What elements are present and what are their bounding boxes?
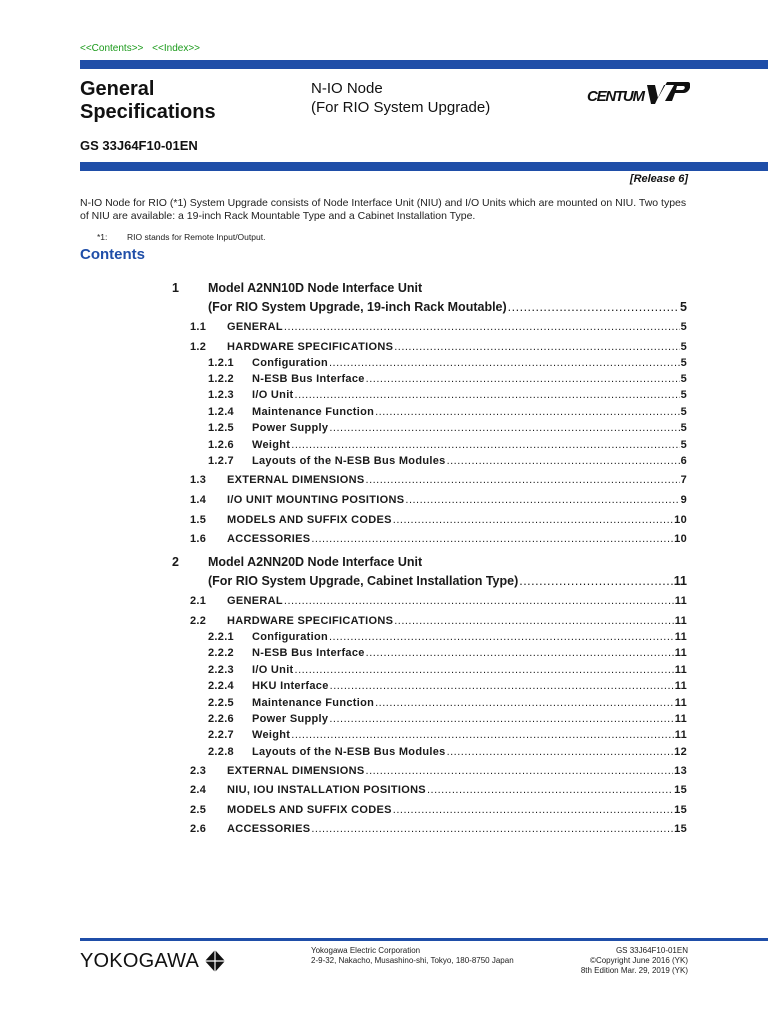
toc-entry-title: HARDWARE SPECIFICATIONS [227,341,394,353]
toc-entry-title: I/O Unit [252,389,294,401]
toc-entry-page-number: 15 [674,784,687,796]
toc-leader-dots [311,823,673,835]
toc-entry-title: I/O Unit [252,664,294,676]
contents-heading: Contents [80,246,145,263]
toc-leader-dots [291,729,674,741]
toc-entry-number: 1.2.1 [208,357,234,369]
toc-entry-title: Maintenance Function [252,697,375,709]
toc-entry-title: Weight [252,729,291,741]
yokogawa-logo [80,946,226,976]
footer-company-info [311,946,514,966]
toc-entry-title: GENERAL [227,321,283,333]
toc-entry[interactable] [190,647,687,659]
toc-entry[interactable] [190,455,687,467]
toc-entry[interactable] [190,804,687,816]
toc-entry-number: 2.2.7 [208,729,234,741]
toc-entry-page-number: 11 [674,631,687,643]
toc-entry-page-number: 11 [674,664,687,676]
toc-entry-title: ACCESSORIES [227,533,311,545]
toc-entry-page-number: 15 [674,823,687,835]
toc-entry-page-number: 5 [680,422,687,434]
toc-entry-number: 1.2.4 [208,406,234,418]
toc-section-1-entry[interactable] [208,300,687,314]
toc-entry-number: 1.2.7 [208,455,234,467]
toc-entry-number: 2.5 [190,804,207,816]
intro-paragraph: N-IO Node for RIO (*1) System Upgrade consists of Node Interface Unit (NIU) and I/O Units which are mounted on NIU. Two types of NIU are available: a 19-inch Rack Mountable Type and a Cabinet Installation Type. [80,197,687,222]
toc-leader-dots [295,389,680,401]
toc-leader-dots [393,514,673,526]
toc-leader-dots [284,595,674,607]
toc-entry-title: N-ESB Bus Interface [252,373,365,385]
toc-entry-page-number: 5 [680,341,687,353]
toc-entry[interactable] [190,373,687,385]
toc-section-1-number: 1 [172,281,179,295]
toc-entry-number: 1.2.6 [208,439,234,451]
toc-entry-title: MODELS AND SUFFIX CODES [227,804,392,816]
toc-entry-title: NIU, IOU INSTALLATION POSITIONS [227,784,426,796]
toc-entry-number: 2.6 [190,823,207,835]
toc-entry[interactable] [190,680,687,692]
toc-leader-dots [329,631,674,643]
toc-entry-title: Layouts of the N-ESB Bus Modules [252,455,446,467]
index-link[interactable]: <<Index>> [152,43,200,54]
footer-edition: 8th Edition Mar. 29, 2019 (YK) [580,966,688,975]
toc-entry-title: Power Supply [252,422,329,434]
toc-entry-page-number: 7 [680,474,687,486]
toc-entry-page-number: 11 [674,697,687,709]
toc-leader-dots [329,422,679,434]
toc-entry-number: 2.2.4 [208,680,234,692]
toc-entry-number: 1.1 [190,321,207,333]
toc-entry-number: 2.2.6 [208,713,234,725]
toc-entry-number: 2.2.1 [208,631,234,643]
footer-document-info [581,946,688,976]
toc-leader-dots [311,533,673,545]
toc-leader-dots [330,680,674,692]
toc-entry-title: ACCESSORIES [227,823,311,835]
footnote [97,232,265,242]
svg-text:CENTUM: CENTUM [587,88,645,105]
toc-entry[interactable] [190,357,687,369]
footnote-mark: *1: [97,232,108,242]
toc-leader-dots [508,300,679,314]
toc-entry-page-number: 10 [674,514,687,526]
toc-entry-page-number: 5 [680,357,687,369]
toc-entry-page-number: 6 [680,455,687,467]
toc-entry-number: 2.1 [190,595,207,607]
toc-title: (For RIO System Upgrade, 19-inch Rack Moutable) [208,300,507,314]
toc-entry[interactable] [190,406,687,418]
toc-entry[interactable] [190,615,687,627]
yokogawa-diamond-icon [204,949,226,973]
toc-entry-page-number: 10 [674,533,687,545]
toc-entry[interactable] [190,713,687,725]
toc-entry[interactable] [190,595,687,607]
toc-entry[interactable] [190,514,687,526]
toc-entry-number: 1.3 [190,474,207,486]
toc-entry-title: Layouts of the N-ESB Bus Modules [252,746,446,758]
toc-entry-page-number: 5 [680,406,687,418]
footer-copyright: ©Copyright June 2016 (YK) [590,956,688,965]
toc-entry[interactable] [190,533,687,545]
toc-entry[interactable] [190,729,687,741]
toc-leader-dots [366,647,674,659]
toc-entry[interactable] [190,746,687,758]
toc-entry-number: 1.4 [190,494,207,506]
toc-entry-page-number: 15 [674,804,687,816]
centum-vp-logo [585,76,690,110]
toc-entry-title: EXTERNAL DIMENSIONS [227,474,365,486]
toc-entry-number: 1.6 [190,533,207,545]
toc-entry[interactable] [190,494,687,506]
yokogawa-wordmark: YOKOGAWA [80,949,200,972]
footer-company-name: Yokogawa Electric Corporation [311,946,421,955]
toc-entry-page-number: 11 [674,729,687,741]
toc-leader-dots [329,357,680,369]
release-label: [Release 6] [629,173,688,185]
toc-entry-number: 1.2.5 [208,422,234,434]
toc-entry-number: 2.2.5 [208,697,234,709]
toc-leader-dots [291,439,679,451]
toc-entry-number: 1.5 [190,514,207,526]
toc-leader-dots [519,574,673,588]
toc-entry-number: 2.4 [190,784,207,796]
subtitle-line-1: N-IO Node [311,80,383,97]
toc-entry[interactable] [190,631,687,643]
toc-entry-title: Maintenance Function [252,406,375,418]
toc-entry[interactable] [190,389,687,401]
toc-entry-page-number: 12 [674,746,687,758]
toc-leader-dots [366,474,680,486]
toc-entry[interactable] [190,474,687,486]
toc-section-1-title-line-1[interactable]: Model A2NN10D Node Interface Unit [208,281,423,295]
toc-entry-page-number: 11 [674,713,687,725]
title-line-1: General [80,78,155,100]
header-bottom-rule [80,162,768,171]
toc-entry-page-number: 11 [674,615,687,627]
toc-entry-page-number: 11 [674,680,687,692]
toc-entry[interactable] [190,422,687,434]
toc-leader-dots [366,765,674,777]
toc-entry-title: Configuration [252,631,328,643]
toc-entry[interactable] [190,784,687,796]
toc-entry-title: Configuration [252,357,328,369]
toc-leader-dots [284,321,680,333]
toc-entry-title: HKU Interface [252,680,329,692]
toc-entry-number: 2.2.3 [208,664,234,676]
toc-section-2-entry[interactable] [208,574,687,588]
toc-entry-page-number: 5 [680,321,687,333]
toc-entry-title: I/O UNIT MOUNTING POSITIONS [227,494,405,506]
document-subtitle [311,79,490,117]
toc-entry-number: 2.3 [190,765,207,777]
toc-entry-page-number: 13 [674,765,687,777]
toc-entry-title: MODELS AND SUFFIX CODES [227,514,392,526]
toc-entry-page-number: 5 [680,373,687,385]
toc-entry-number: 1.2.2 [208,373,234,385]
top-navigation [80,43,206,54]
title-line-2: Specifications [80,101,216,123]
toc-entry-number: 1.2.3 [208,389,234,401]
document-number: GS 33J64F10-01EN [80,138,198,153]
toc-entry-page-number: 5 [680,439,687,451]
toc-page-number: 5 [680,300,687,314]
toc-entry-page-number: 9 [680,494,687,506]
toc-leader-dots [393,804,673,816]
toc-leader-dots [295,664,674,676]
toc-leader-dots [394,341,679,353]
contents-link[interactable]: <<Contents>> [80,43,144,54]
toc-entry-title: EXTERNAL DIMENSIONS [227,765,365,777]
toc-entry-number: 2.2.8 [208,746,234,758]
toc-page-number: 11 [673,574,687,588]
toc-leader-dots [447,746,674,758]
toc-entry[interactable] [190,697,687,709]
toc-entry[interactable] [190,341,687,353]
toc-entry-page-number: 11 [674,595,687,607]
footer-rule [80,938,768,941]
toc-entry-page-number: 5 [680,389,687,401]
toc-entry-title: GENERAL [227,595,283,607]
toc-entry[interactable] [190,321,687,333]
footer-doc-number: GS 33J64F10-01EN [615,946,688,955]
footer-address: 2-9-32, Nakacho, Musashino-shi, Tokyo, 180-8750 Japan [311,956,514,965]
toc-leader-dots [366,373,680,385]
toc-entry[interactable] [190,823,687,835]
document-type-title [80,78,216,124]
toc-section-2-number: 2 [172,555,179,569]
toc-leader-dots [375,697,674,709]
toc-entry-title: HARDWARE SPECIFICATIONS [227,615,394,627]
toc-entry-number: 2.2 [190,615,207,627]
toc-entry[interactable] [190,765,687,777]
toc-entry-number: 1.2 [190,341,207,353]
toc-leader-dots [405,494,679,506]
toc-leader-dots [329,713,673,725]
toc-leader-dots [394,615,674,627]
toc-entry-page-number: 11 [674,647,687,659]
footnote-text: RIO stands for Remote Input/Output. [127,232,266,242]
toc-entry-number: 2.2.2 [208,647,234,659]
toc-section-2-title-line-1[interactable]: Model A2NN20D Node Interface Unit [208,555,423,569]
toc-entry-title: N-ESB Bus Interface [252,647,365,659]
header-top-rule [80,60,768,69]
toc-leader-dots [375,406,679,418]
toc-entry[interactable] [190,439,687,451]
toc-entry-title: Power Supply [252,713,329,725]
toc-leader-dots [427,784,673,796]
subtitle-line-2: (For RIO System Upgrade) [311,99,491,116]
toc-entry-title: Weight [252,439,291,451]
toc-leader-dots [447,455,680,467]
toc-entry[interactable] [190,664,687,676]
toc-title: (For RIO System Upgrade, Cabinet Installation Type) [208,574,519,588]
